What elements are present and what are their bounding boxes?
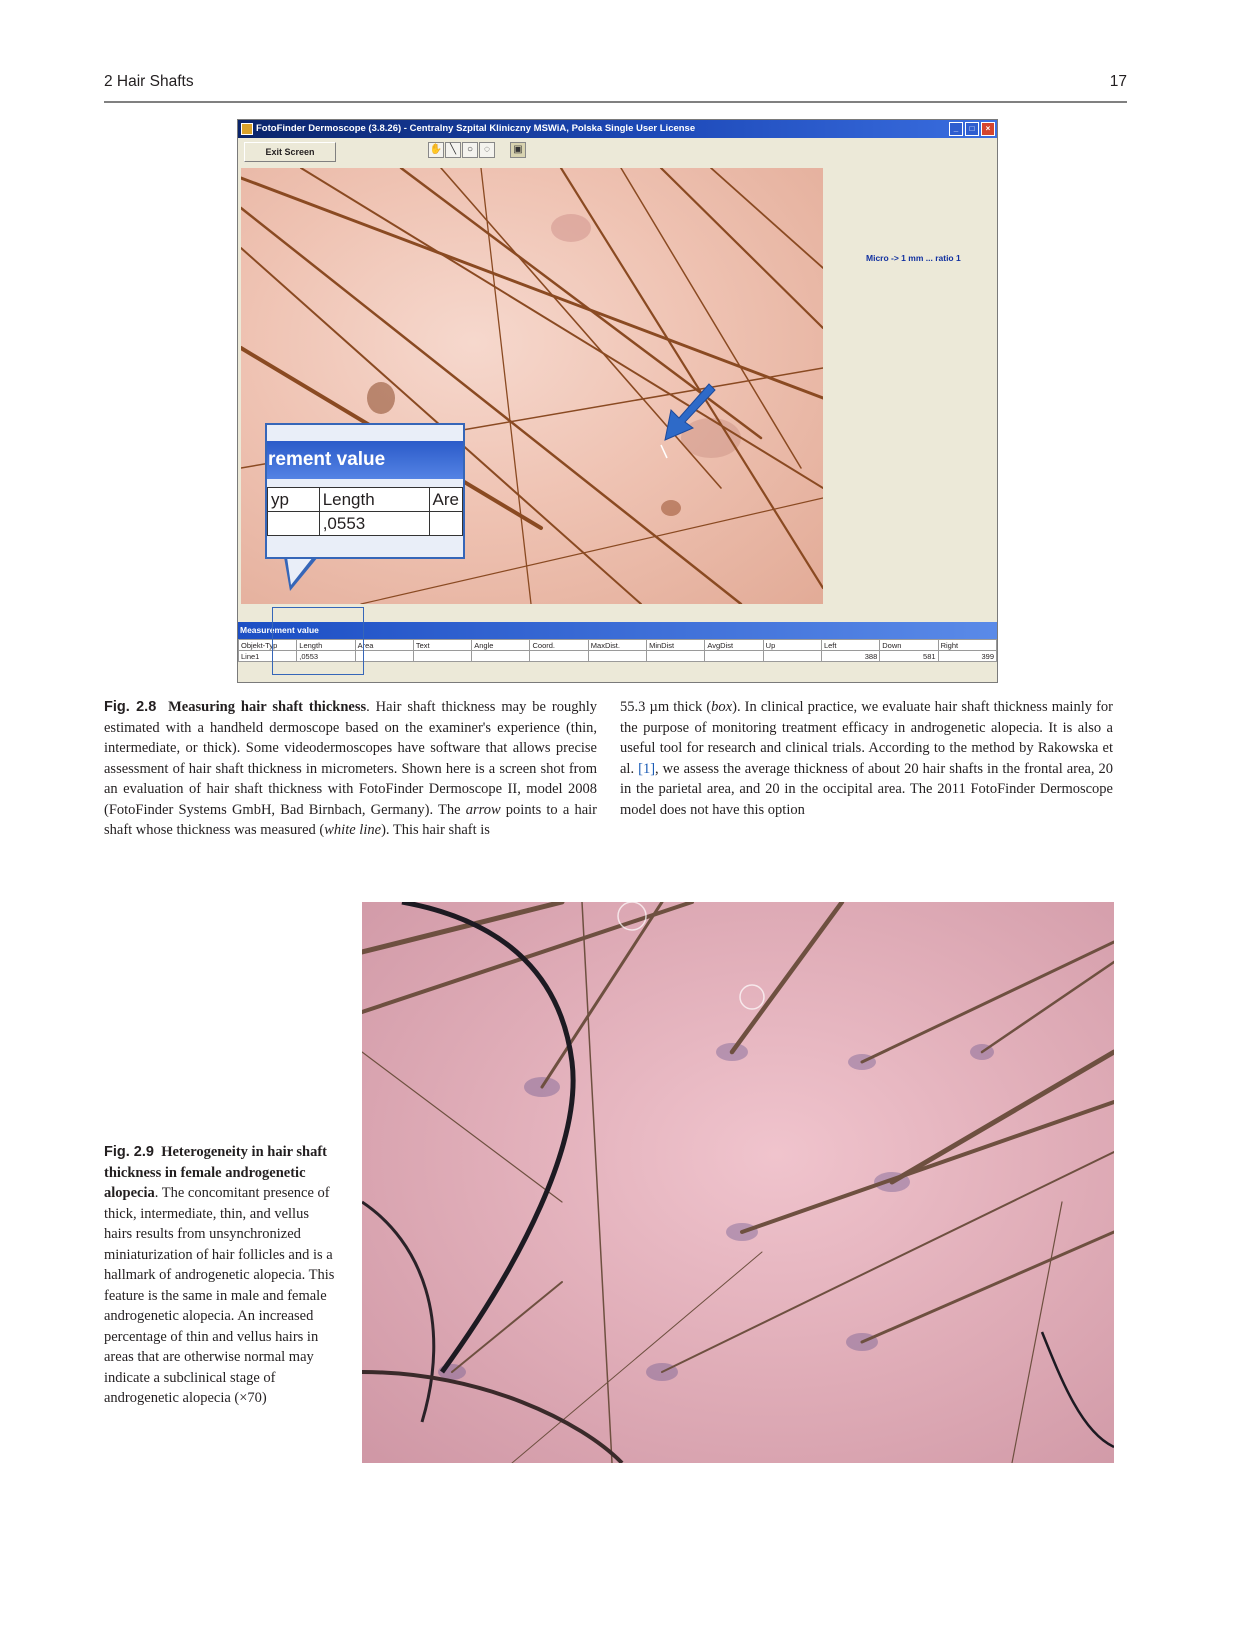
column-header[interactable]: AvgDist xyxy=(705,640,763,651)
app-icon xyxy=(241,123,253,135)
callout-header-row xyxy=(268,488,463,512)
callout-cell xyxy=(429,512,462,536)
page-number: 17 xyxy=(1109,73,1127,90)
exit-screen-button[interactable]: Exit Screen xyxy=(244,142,336,162)
callout-header: yp xyxy=(268,488,320,512)
fig-2-9-caption xyxy=(104,1142,335,1409)
window-titlebar xyxy=(238,120,997,138)
column-header[interactable]: Right xyxy=(938,640,996,651)
toolbar xyxy=(238,138,997,164)
freehand-icon[interactable]: ◌ xyxy=(479,142,495,158)
hand-icon[interactable]: ✋ xyxy=(428,142,444,158)
table-cell xyxy=(763,651,821,662)
box-term: box xyxy=(711,699,733,715)
fig-2-8-text: 55.3 µm thick ( xyxy=(620,699,712,715)
measurement-callout xyxy=(265,423,465,559)
column-header[interactable]: Left xyxy=(821,640,879,651)
table-cell: Line1 xyxy=(239,651,297,662)
callout-cell xyxy=(268,512,320,536)
table-cell: 388 xyxy=(821,651,879,662)
measurement-bar: Measurement value xyxy=(238,622,997,639)
table-cell xyxy=(472,651,530,662)
table-cell: 581 xyxy=(880,651,938,662)
highlight-box xyxy=(272,607,364,675)
fig-2-9-label: Fig. 2.9 xyxy=(104,1144,154,1160)
table-cell xyxy=(413,651,471,662)
column-header[interactable]: Coord. xyxy=(530,640,588,651)
table-cell xyxy=(588,651,646,662)
column-header[interactable]: MinDist xyxy=(647,640,705,651)
table-cell xyxy=(647,651,705,662)
callout-table xyxy=(267,487,463,536)
column-header[interactable]: Area xyxy=(355,640,413,651)
callout-pointer-fill xyxy=(287,557,313,585)
fig-2-8-text: ). This hair shaft is xyxy=(381,822,490,838)
table-cell: 399 xyxy=(938,651,996,662)
table-cell xyxy=(530,651,588,662)
reference-link[interactable]: [1] xyxy=(638,760,656,777)
callout-title: rement value xyxy=(267,441,463,479)
hair-heterogeneity-illustration xyxy=(362,902,1114,1463)
fig-2-8-text: points to a hair shaft whose thickness was measured ( xyxy=(104,801,597,838)
callout-header: Are xyxy=(429,488,462,512)
column-header[interactable]: Length xyxy=(297,640,355,651)
column-header[interactable]: Objekt-Typ xyxy=(239,640,297,651)
table-cell xyxy=(705,651,763,662)
table-cell: ,0553 xyxy=(297,651,355,662)
column-header[interactable]: Up xyxy=(763,640,821,651)
callout-row xyxy=(268,512,463,536)
fig-2-9-dermoscopy-image xyxy=(362,902,1114,1463)
callout-header: Length xyxy=(319,488,429,512)
fig-2-9-text: . The concomitant presence of thick, intermediate, thin, and vellus hairs results from unsynchronized miniaturization of hair follicles and is a hallmark of androgenetic alopecia. This feature is the same in male and female androgenetic alopecia. An increased percentage of thin and vellus hairs in areas that are otherwise normal may indicate a subclinical stage of androgenetic alopecia (×70) xyxy=(104,1185,335,1406)
fig-2-8-title: Measuring hair shaft thickness xyxy=(168,699,367,715)
window-controls xyxy=(949,122,995,136)
column-header[interactable]: Angle xyxy=(472,640,530,651)
window-title: FotoFinder Dermoscope (3.8.26) - Centralny Szpital Kliniczny MSWiA, Polska Single User License xyxy=(256,123,696,134)
minimize-icon[interactable]: _ xyxy=(949,122,963,136)
column-header[interactable]: Text xyxy=(413,640,471,651)
white-line-term: white line xyxy=(324,822,382,838)
scale-info: Micro -> 1 mm ... ratio 1 xyxy=(866,253,961,263)
line-icon[interactable]: ╲ xyxy=(445,142,461,158)
camera-icon[interactable]: ▣ xyxy=(510,142,526,158)
arrow-term: arrow xyxy=(465,801,501,818)
fig-2-9-title: Heterogeneity in hair shaft thickness in female androgenetic alopecia xyxy=(104,1144,328,1201)
fig-2-8-text: ). In clinical practice, we evaluate hair shaft thickness mainly for the purpose of monitoring treatment efficacy in androgenetic alopecia. It is also a useful tool for research and clinical trials. According to the method by Rakowska et al. xyxy=(620,699,1113,777)
fig-2-8-label: Fig. 2.8 xyxy=(104,699,157,715)
close-icon[interactable]: × xyxy=(981,122,995,136)
running-head xyxy=(104,73,1127,103)
fig-2-8-caption-left xyxy=(104,697,597,841)
fig-2-8-text: , we assess the average thickness of about 20 hair shafts in the frontal area, 20 in the parietal area, and 20 in the occipital area. The 2011 FotoFinder Dermoscope model does not have this option xyxy=(620,760,1114,818)
tool-group xyxy=(428,142,526,158)
callout-cell: ,0553 xyxy=(319,512,429,536)
maximize-icon[interactable]: □ xyxy=(965,122,979,136)
column-header[interactable]: Down xyxy=(880,640,938,651)
fotofinder-screenshot xyxy=(237,119,998,683)
fig-2-8-caption-right xyxy=(620,697,1113,820)
chapter-title: 2 Hair Shafts xyxy=(104,73,194,90)
fig-2-8-text: . Hair shaft thickness may be roughly estimated with a handheld dermoscope based on the examiner's experience (thin, intermediate, or thick). Some videodermoscopes have software that allows precise assessment of hair shaft thickness in micrometers. Shown here is a screen shot from an evaluation of hair shaft thickness with FotoFinder Dermoscope II, model 2008 (FotoFinder Systems GmbH, Bad Birnbach, Germany). The xyxy=(104,699,597,818)
ellipse-icon[interactable]: ○ xyxy=(462,142,478,158)
column-header[interactable]: MaxDist. xyxy=(588,640,646,651)
